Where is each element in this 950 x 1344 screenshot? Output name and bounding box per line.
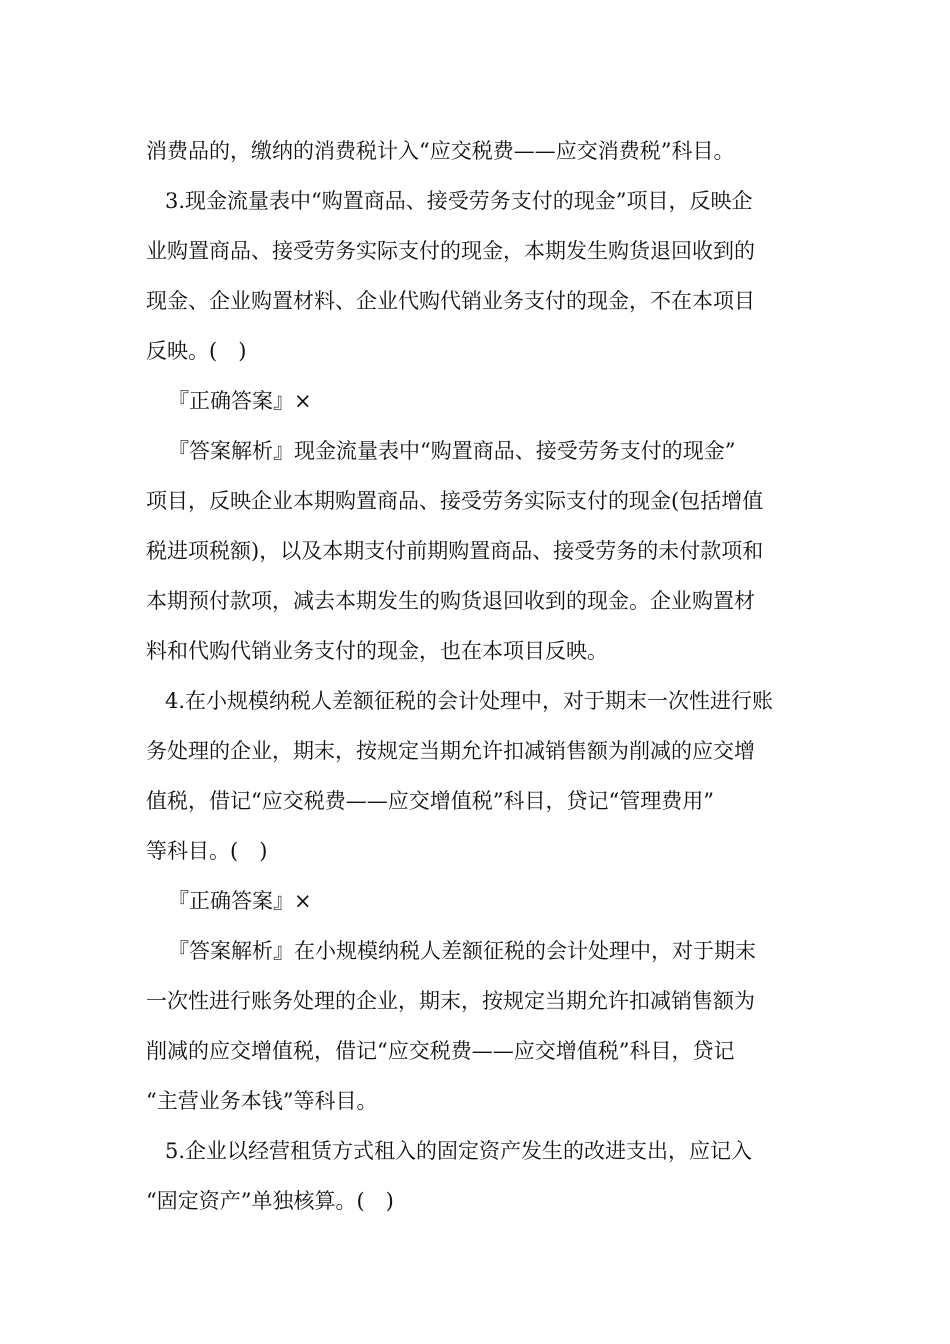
question-3-line: 3.现金流量表中“购置商品、接受劳务支付的现金”项目，反映企 (165, 189, 753, 213)
text-line: 现金、企业购置材料、企业代购代销业务支付的现金，不在本项目 (146, 289, 755, 313)
text-line: 一次性进行账务处理的企业，期末，按规定当期允许扣减销售额为 (146, 989, 755, 1013)
text-line: “主营业务本钱”等科目。 (146, 1089, 378, 1113)
correct-answer-label: 『正确答案』× (168, 889, 312, 913)
text-line: “固定资产”单独核算。( ) (146, 1189, 394, 1213)
text-line: 消费品的，缴纳的消费税计入“应交税费——应交消费税”科目。 (146, 139, 735, 163)
answer-analysis-line: 『答案解析』在小规模纳税人差额征税的会计处理中，对于期末 (168, 939, 756, 963)
text-line: 削减的应交增值税，借记“应交税费——应交增值税”科目，贷记 (146, 1039, 735, 1063)
text-line: 值税，借记“应交税费——应交增值税”科目，贷记“管理费用” (146, 789, 714, 813)
text-line: 项目，反映企业本期购置商品、接受劳务实际支付的现金(包括增值 (146, 489, 764, 513)
text-line: 料和代购代销业务支付的现金，也在本项目反映。 (146, 639, 608, 663)
text-line: 务处理的企业，期末，按规定当期允许扣减销售额为削减的应交增 (146, 739, 755, 763)
text-line: 本期预付款项，减去本期发生的购货退回收到的现金。企业购置材 (146, 589, 755, 613)
text-line: 业购置商品、接受劳务实际支付的现金，本期发生购货退回收到的 (146, 239, 755, 263)
text-line: 税进项税额)，以及本期支付前期购置商品、接受劳务的未付款项和 (146, 539, 764, 563)
question-5-line: 5.企业以经营租赁方式租入的固定资产发生的改进支出，应记入 (165, 1139, 753, 1163)
correct-answer-label: 『正确答案』× (168, 389, 312, 413)
answer-analysis-line: 『答案解析』现金流量表中“购置商品、接受劳务支付的现金” (168, 439, 736, 463)
text-line: 反映。( ) (146, 339, 247, 363)
question-4-line: 4.在小规模纳税人差额征税的会计处理中，对于期末一次性进行账 (165, 689, 774, 713)
text-line: 等科目。( ) (146, 839, 268, 863)
